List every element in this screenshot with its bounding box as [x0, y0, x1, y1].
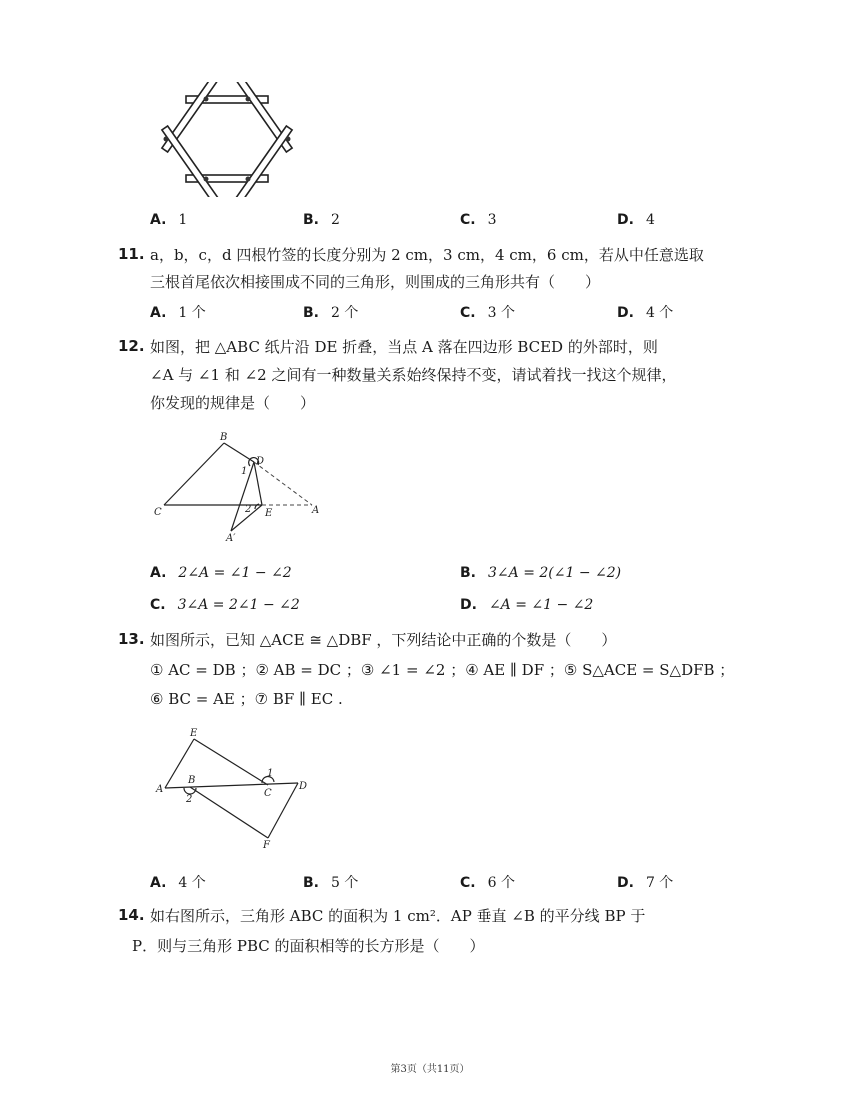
- q12-label-b: B: [220, 432, 228, 443]
- q12-label-c: C: [154, 507, 162, 518]
- q13-label-angle1: 1: [267, 768, 274, 779]
- hexagon-sticks-figure: [150, 82, 305, 197]
- q11-option-a[interactable]: A. 1 个: [150, 305, 206, 321]
- q13-text-line2: ① AC = DB ；② AB = DC ；③ ∠1 = ∠2 ；④ AE ∥ DF ；⑤ S△ACE = S△DFB ；: [150, 661, 735, 679]
- q12-label-e: E: [265, 508, 273, 519]
- q13-label-e: E: [190, 728, 198, 739]
- q13-label-c: C: [264, 788, 272, 799]
- q13-option-c[interactable]: C. 6 个: [460, 875, 515, 891]
- q12-option-b[interactable]: B. 3∠A = 2(∠1 − ∠2): [460, 565, 622, 581]
- q11-option-c[interactable]: C. 3 个: [460, 305, 515, 321]
- q13-option-b[interactable]: B. 5 个: [303, 875, 359, 891]
- page-footer: 第3页（共11页）: [390, 1064, 470, 1075]
- folded-triangle-figure: [150, 428, 330, 546]
- q11-option-d[interactable]: D. 4 个: [617, 305, 674, 321]
- q13-label-b: B: [188, 775, 196, 786]
- q13-option-d[interactable]: D. 7 个: [617, 875, 674, 891]
- q14-number: 14.: [118, 906, 145, 924]
- congruent-triangles-figure: [150, 722, 320, 854]
- q12-text-line3: 你发现的规律是（ ）: [150, 394, 316, 412]
- q11-text-line2: 三根首尾依次相接围成不同的三角形，则围成的三角形共有（ ）: [150, 273, 601, 291]
- q12-label-a: A: [312, 505, 320, 516]
- q10-option-d[interactable]: D. 4: [617, 212, 655, 228]
- q13-number: 13.: [118, 630, 145, 648]
- q14-text-line2: P．则与三角形 PBC 的面积相等的长方形是（ ）: [132, 937, 485, 955]
- q12-text-line1: 如图，把 △ABC 纸片沿 DE 折叠，当点 A 落在四边形 BCED 的外部时，则: [150, 338, 658, 356]
- q11-number: 11.: [118, 245, 145, 263]
- q13-option-a[interactable]: A. 4 个: [150, 875, 206, 891]
- q12-number: 12.: [118, 337, 145, 355]
- q13-label-d: D: [299, 781, 308, 792]
- q13-text-line1: 如图所示，已知 △ACE ≅ △DBF ，下列结论中正确的个数是（ ）: [150, 631, 617, 649]
- q12-label-a-prime: A′: [226, 533, 236, 544]
- q13-text-line3: ⑥ BC = AE ；⑦ BF ∥ EC .: [150, 690, 343, 708]
- q13-label-f: F: [263, 840, 270, 851]
- q11-text-line1: a，b，c，d 四根竹签的长度分别为 2 cm，3 cm，4 cm，6 cm，若从中任意选取: [150, 246, 704, 264]
- q12-text-line2: ∠A 与 ∠1 和 ∠2 之间有一种数量关系始终保持不变，请试着找一找这个规律，: [150, 366, 677, 384]
- q10-option-c[interactable]: C. 3: [460, 212, 497, 228]
- q12-label-d: D: [256, 456, 265, 467]
- q12-option-c[interactable]: C. 3∠A = 2∠1 − ∠2: [150, 597, 300, 613]
- q14-text-line1: 如右图所示，三角形 ABC 的面积为 1 cm²．AP 垂直 ∠B 的平分线 BP 于: [150, 907, 646, 925]
- q10-option-a[interactable]: A. 1: [150, 212, 188, 228]
- q10-option-b[interactable]: B. 2: [303, 212, 340, 228]
- q12-label-angle2: 2: [245, 504, 252, 515]
- q11-option-b[interactable]: B. 2 个: [303, 305, 359, 321]
- q13-label-a: A: [156, 784, 164, 795]
- q12-option-a[interactable]: A. 2∠A = ∠1 − ∠2: [150, 565, 292, 581]
- q13-label-angle2: 2: [186, 794, 193, 805]
- q12-option-d[interactable]: D. ∠A = ∠1 − ∠2: [460, 597, 594, 613]
- q12-label-angle1: 1: [241, 466, 248, 477]
